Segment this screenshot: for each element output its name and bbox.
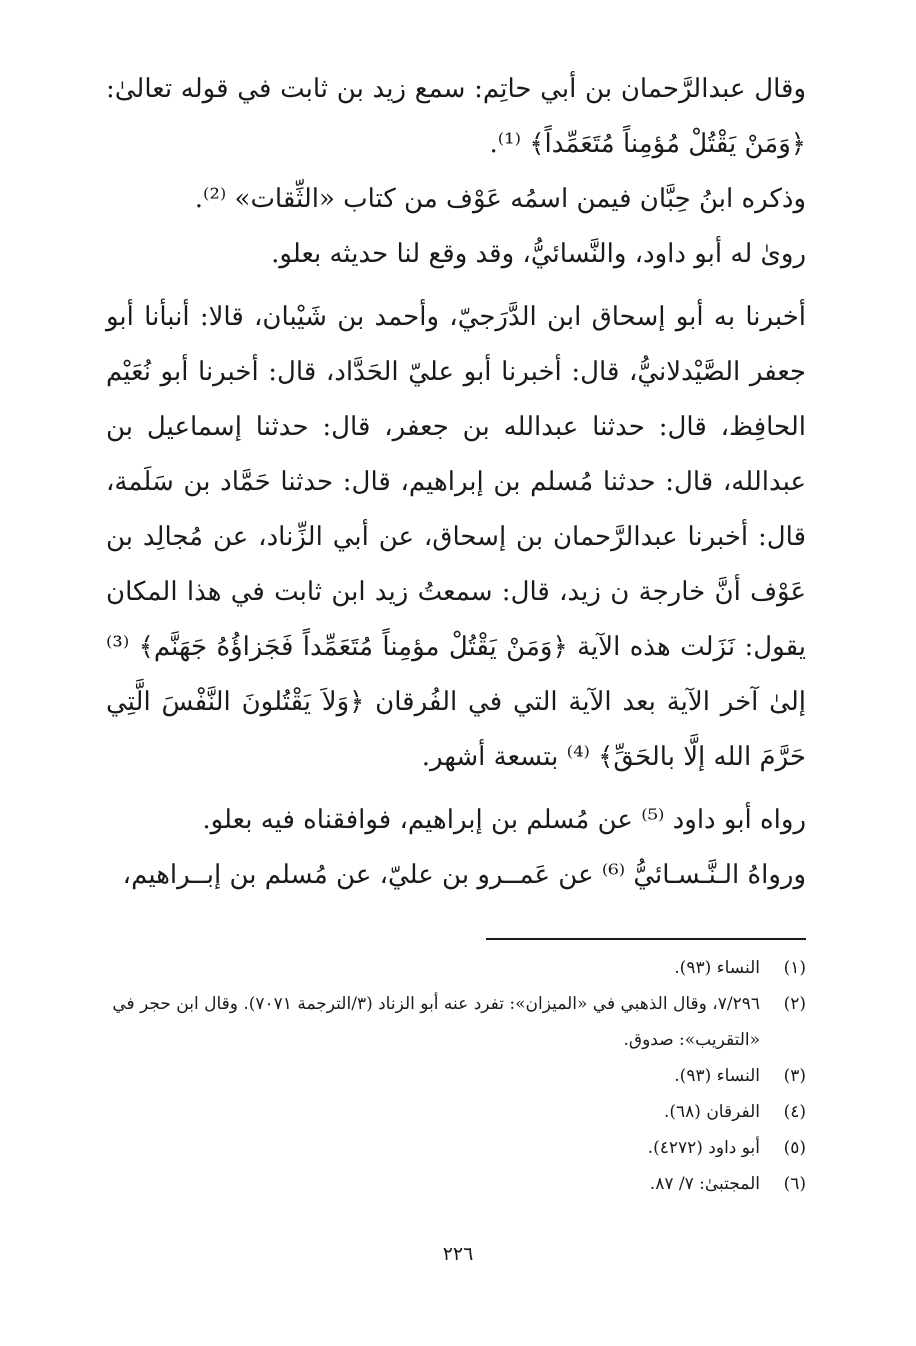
paragraph-1: وقال عبدالرَّحمان بن أبي حاتِم: سمع زيد بن ثابت في قوله تعالىٰ: ﴿وَمَنْ يَقْتُلْ مُؤمِناً مُتَعَمِّداً﴾ ⁽¹⁾. xyxy=(106,74,806,159)
footnote-text: أبو داود (٤٢٧٢). xyxy=(647,1138,760,1158)
footnote-text: المجتبىٰ: ٧/ ٨٧. xyxy=(649,1174,760,1194)
footnote xyxy=(106,950,806,986)
footnote-text: الفرقان (٦٨). xyxy=(663,1102,760,1122)
paragraph-2: وذكره ابنُ حِبَّان فيمن اسمُه عَوْف من كتاب «الثِّقات» ⁽²⁾. xyxy=(194,184,806,214)
footnote xyxy=(106,1130,806,1166)
page-number: ٢٢٦ xyxy=(442,1243,474,1265)
footnote-number: (٦) xyxy=(783,1174,806,1194)
footnote-text: النساء (٩٣). xyxy=(674,1066,760,1086)
footnote-divider xyxy=(486,938,806,940)
footnote xyxy=(106,1058,806,1094)
footnote-number: (٢) xyxy=(783,994,806,1014)
paragraph-4: أخبرنا به أبو إسحاق ابن الدَّرَجيّ، وأحمد بن شَيْبان، قالا: أنبأنا أبو جعفر الصَّيْدلانيُّ، قال: أخبرنا أبو عليّ الحَدَّاد، قال: أخبرنا أبو نُعَيْم الحافِظ، قال: حدثنا عبدالله بن جعفر، قال: حدثنا إسماعيل بن عبدالله، قال: حدثنا مُسلم بن إبراهيم، قال: حدثنا حَمَّاد بن سَلَمة، قال: أخبرنا عبدالرَّحمان بن إسحاق، عن أبي الزِّناد، عن مُجالِد بن عَوْف أنَّ خارجة ن زيد، قال: سمعتُ زيد ابن ثابت في هذا المكان يقول: نَزَلت هذه الآية ﴿وَمَنْ يَقْتُلْ مؤمِناً مُتَعَمِّداً فَجَزاؤُهُ جَهَنَّم﴾ ⁽³⁾ إلىٰ آخر الآية بعد الآية التي في الفُرقان ﴿وَلاَ يَقْتُلونَ النَّفْسَ الَّتِي حَرَّمَ الله إلَّا بالحَقِّ﴾ ⁽⁴⁾ بتسعة أشهر. xyxy=(106,302,806,772)
footnotes xyxy=(106,950,806,1202)
footnote xyxy=(106,986,806,1058)
main-text xyxy=(106,62,806,903)
footnote xyxy=(106,1166,806,1202)
paragraph-3: روىٰ له أبو داود، والنَّسائيُّ، وقد وقع لنا حديثه بعلو. xyxy=(271,239,806,269)
paragraph-6: ورواهُ الـنَّـسـائيُّ ⁽⁶⁾ عن عَمــرو بن عليّ، عن مُسلم بن إبــراهيم، xyxy=(122,860,806,890)
footnote-number: (٤) xyxy=(783,1102,806,1122)
footnote-text: النساء (٩٣). xyxy=(674,958,760,978)
footnote xyxy=(106,1094,806,1130)
footnote-number: (٥) xyxy=(783,1138,806,1158)
footnote-number: (٣) xyxy=(783,1066,806,1086)
footnote-number: (١) xyxy=(783,958,806,978)
paragraph-5: رواه أبو داود ⁽⁵⁾ عن مُسلم بن إبراهيم، فوافقناه فيه بعلو. xyxy=(202,805,806,835)
footnote-text: ٧/٢٩٦، وقال الذهبي في «الميزان»: تفرد عنه أبو الزناد (٣/الترجمة ٧٠٧١). وقال ابن حجر في «التقريب»: صدوق. xyxy=(112,994,760,1050)
